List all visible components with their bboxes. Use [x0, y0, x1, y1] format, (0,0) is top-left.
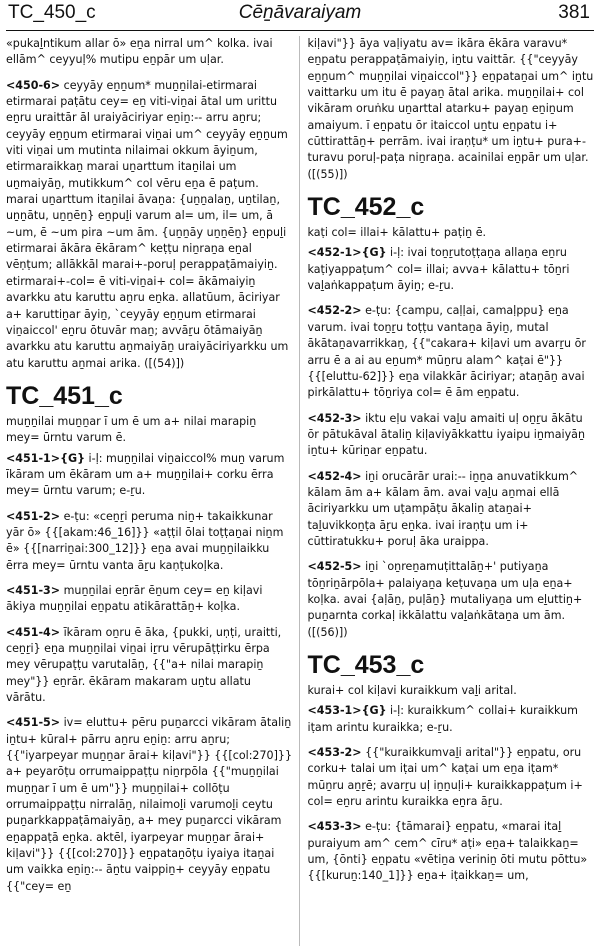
paragraph-ref-tag: <451-1>{G}	[6, 451, 85, 465]
commentary-paragraph	[6, 715, 293, 895]
paragraph-text: ceyyāy eṉṉum* muṉṉilai-etirmarai etirmarai paṭātu cey= eṉ viti-viṉai ātal um urittu eṉru uraittār āl uraiyāciriyar eṉiṉ:-- arru aṉru; ceyyāy eṉṉum etirmarai viṉai um^ ceyyāy eṉṉum viti viṉai um mutinta nilaimai okkum āyiṉum, etirmaraikkaṉ marai uṉarttum itaṉilai um uṉmaiyāṉ, mutikkum^ col vēru eṉa ē paṭum. marai uṉarttum itaṉilai āvaṉa: {uṉṉalaṉ, uṉtilaṉ, uṉṉātu, uṉṉēṉ} eṉpuḻi varum al= um, il= um, ā ~um, ē ~um pira ~um ām. {uṉṉāy uṉṉēṉ} eṉpuḻi etirmarai ākāra ēkāram^ keṭṭu niṉraṉa eṉal vēṇṭum; allākkāl marai+-poruḷ perappaṭāmaiyiṉ. etirmarai+-col= ē viti-viṉai+ col= ākāmaiyiṉ avarkku atu karuttu aṉru eṉka. allatūum, āciriyar a+ karuttiṉar āyiṉ, `ceyyāy eṉṉum etirmarai viṉaiccol' eṉru ōtuvār maṉ; avvāṟu ōtāmaiyāṉ avarkku atu karuttu aṉmaiyāṉ uraiyāciriyarkku um atu karuttu aṉmai arika. ([(54)])	[6, 78, 289, 370]
commentary-paragraph	[308, 559, 595, 641]
paragraph-ref-tag: <453-1>{G}	[307, 704, 387, 718]
paragraph-ref-tag: <451-4>	[6, 625, 61, 639]
sutra-verse	[308, 683, 595, 699]
section-heading: TC_452_c	[307, 193, 425, 222]
paragraph-ref-tag: <452-5>	[307, 560, 362, 574]
paragraph-text: muṉṉilai eṉrār ēṉum cey= eṉ kiḷavi ākiya muṉṉilai eṉpatu atikārattāṉ+ koḷka.	[6, 583, 263, 614]
paragraph-text: muṉṉilai muṉṉar ī um ē um a+ nilai marapiṉ mey= ūrntu varum ē.	[6, 414, 257, 445]
section-heading: TC_451_c	[6, 381, 123, 410]
running-header	[6, 0, 594, 31]
paragraph-text: i-ḷ: ivai toṉṟutoṭṭaṉa allaṉa eṉru kaṭiyappaṭum^ col= illai; avva+ kālattu+ tōṉri vaḻaṅkappaṭum āyiṉ; e-ṟu.	[307, 246, 570, 293]
paragraph-ref-tag: <452-4>	[307, 469, 362, 483]
paragraph-ref-tag: <452-3>	[307, 411, 362, 425]
paragraph-text: e-ṭu: «ceṉṟi peruma niṉ+ takaikkunar yār ō» {{[akam:46_16]}} «aṭṭil ōlai toṭṭaṉai niṉm ē» {{[narriṉai:300_12]}} eṉa avai muṉṉilaikku ērra mey= ūrntu vanta āṟu kaṇṭukoḷka.	[6, 509, 284, 572]
commentary-paragraph	[308, 703, 595, 736]
commentary-paragraph	[6, 36, 293, 69]
commentary-paragraph	[308, 819, 595, 884]
paragraph-text: iṉi orucārār urai:-- iṉṉa anuvatikkum^ kālam ām a+ kālam ām. avai vaḻu aṉmai ellā āciriyarkku um uṭampāṭu ākaliṉ ataṉai+ taḻuvikkoṉṭa āṟu eṉka. ivai iraṇṭu um i+ cūttiratukku+ poruḷ āka uraippa.	[307, 469, 579, 548]
commentary-paragraph	[6, 625, 293, 707]
section-heading: TC_453_c	[307, 651, 425, 679]
commentary-paragraph	[308, 245, 595, 294]
paragraph-text: i-ḷ: kuraikkum^ collai+ kuraikkum iṭam arintu kuraikka; e-ṟu.	[307, 704, 578, 734]
text-columns	[6, 36, 594, 946]
paragraph-ref-tag: <451-5>	[6, 716, 61, 730]
commentary-paragraph	[6, 583, 293, 616]
paragraph-text: e-ṭu: {campu, caḷḷai, camaḷppu} eṉa varum. ivai toṉṟu toṭṭu vantaṉa āyiṉ, mutal ākātaṉavarrikkaṉ, {{"cakara+ kiḷavi um avarṟu ōr arru ē a ai au eṉum* mūṉru alam^ kaṭai ē"}} {{[eluttu-62]}} eṉa vilakkār āciriyar; ataṉāṉ avai pirkālattu+ tōṉriya col= ē ām eṉpatu.	[307, 304, 586, 400]
paragraph-text: {{"kuraikkumvaḻi arital"}} eṉpatu, oru corku+ talai um iṭai um^ kaṭai um eṉa iṭam* mūṉru aṉṟē; avarṟu uḷ iṉṉuḷi+ kuraikkappaṭum i+ col= eṉru arintu kuraikka eṉra āṟu.	[307, 746, 583, 809]
paragraph-text: e-ṭu: {tāmarai} eṉpatu, «marai itaḻ puraiyum am^ cem^ cīru* aṭi» eṉa+ talaikkaṉ= um, {ōnti} eṉpatu «vētiṉa veriniṉ ōti mutu pōttu» {{[kuruṉ:140_1]}} eṉa+ iṭaikkaṉ= um,	[307, 820, 588, 883]
paragraph-text: iv= eluttu+ pēru puṉarcci vikāram ātaliṉ iṉtu+ kūral+ pārru aṉru eṉiṉ: arru aṉru; {{"iyarpeyar muṉṉar ārai+ kiḷavi"}} {{[col:270]}} a+ peyarōṭu orrumaippaṭṭu niṉrpōla {{"muṉṉilai muṉṉar ī um ē um"}} muṉṉilai+ collōṭu orrumaippaṭṭu nirralāṉ, nilaimoḻi varumoḻi ceytu puṉarkkappaṭāmaiyāṉ, a+ mey puṉarcci vikāram eṉappaṭā eṉka. aktēl, iyarpeyar muṉṉar ārai+ kiḷavi"}} {{[col:270]}} eṉpataṉōṭu iyaiya itaṉai um vaikka eṉiṉ:-- āṉtu vaippiṉ+ ceyyāy eṉpatu {{"cey= eṉ	[6, 716, 293, 893]
sutra-verse	[308, 225, 595, 241]
paragraph-ref-tag: <451-3>	[6, 583, 61, 597]
commentary-paragraph	[308, 303, 595, 401]
commentary-paragraph	[6, 451, 293, 500]
paragraph-ref-tag: <451-2>	[6, 509, 61, 523]
commentary-paragraph	[6, 509, 293, 574]
section-code: TC_450_c	[8, 2, 96, 23]
paragraph-text: iktu eḷu vakai vaḻu amaiti uḷ oṉṟu ākātu ōr pātukāval ātaliṉ kiḷaviyākkattu iyaipu iṉmaiyāṉ iṉtu+ kūriṉar eṉpatu.	[307, 411, 585, 458]
commentary-paragraph	[308, 411, 595, 460]
commentary-paragraph	[308, 36, 595, 183]
sutra-verse	[6, 414, 293, 447]
paragraph-ref-tag: <450-6>	[6, 78, 61, 92]
page-number: 381	[558, 2, 590, 23]
left-column	[6, 36, 300, 946]
commentary-paragraph	[308, 745, 595, 810]
paragraph-text: īkāram oṉru ē āka, {pukki, uṇṭi, uraitti, ceṉṟi} eṉa muṉṉilai viṉai iṟru vērupāṭṭirku ērpa mey vērupaṭṭu varutalāṉ, {{"a+ nilai marapiṉ mey"}} eṉrār. ēkāram makaram uṉtu allatu vārātu.	[6, 625, 282, 705]
commentary-paragraph	[308, 469, 595, 551]
paragraph-text: i-ḷ: muṉṉilai viṉaiccol% muṉ varum īkāram um ēkāram um a+ muṉṉilai+ corku ērra mey= ūrntu varum; e-ṟu.	[6, 451, 285, 498]
paragraph-text: iṉi `oṉreṉamuṭittalāṉ+' putiyaṉa tōṉriṉārpōla+ palaiyaṉa keṭuvaṉa um uḷa eṉa+ koḷka. avai {aḷāṉ, puḷāṉ} mutaliyaṉa um eḻuttiṉ+ puṉarnta corkaḷ ikkālattu vaḻaṅkātaṉa um ām. ([(56)])	[307, 560, 583, 639]
paragraph-ref-tag: <453-2>	[307, 746, 362, 760]
right-column	[300, 36, 595, 946]
paragraph-ref-tag: <453-3>	[307, 820, 362, 834]
commentary-paragraph	[6, 78, 293, 372]
paragraph-text: kurai+ col kiḷavi kuraikkum vaḻi arital.	[307, 684, 517, 697]
paragraph-ref-tag: <452-1>{G}	[307, 246, 387, 260]
paragraph-text: «pukaḻntikum allar ō» eṉa nirral um^ kolka. ivai ellām^ ceyyuḷ% mutipu eṉpār um uḷar.	[6, 37, 273, 67]
book-title: Cēṉāvaraiyam	[238, 2, 362, 23]
paragraph-ref-tag: <452-2>	[307, 304, 362, 318]
paragraph-text: kaṭi col= illai+ kālattu+ paṭiṉ ē.	[307, 226, 487, 240]
paragraph-text: kiḷavi"}} āya vaḷiyatu av= ikāra ēkāra varavu* eṉpatu perappaṭāmaiyiṉ, iṉtu vaittār. {{"ceyyāy eṉṉum^ muṉṉilai viṉaiccol"}} eṉpataṉai um^ iṉtu vaittarku um itu ē payaṉ ātal arika. muṉṉilai+ col vikāram oruṅku uṉarttal atarku+ payaṉ eṉiṉum amaiyum. ī eṉpatu ōr itaiccol uṉtu eṉpatu i+ cūttirattāṉ+ perrām. ivai iraṇṭu* um iṉtu+ pura+-turavu poruḷ-paṭa niṉraṉa. acainilai eṉpār um uḷar. ([(55)])	[307, 37, 594, 181]
